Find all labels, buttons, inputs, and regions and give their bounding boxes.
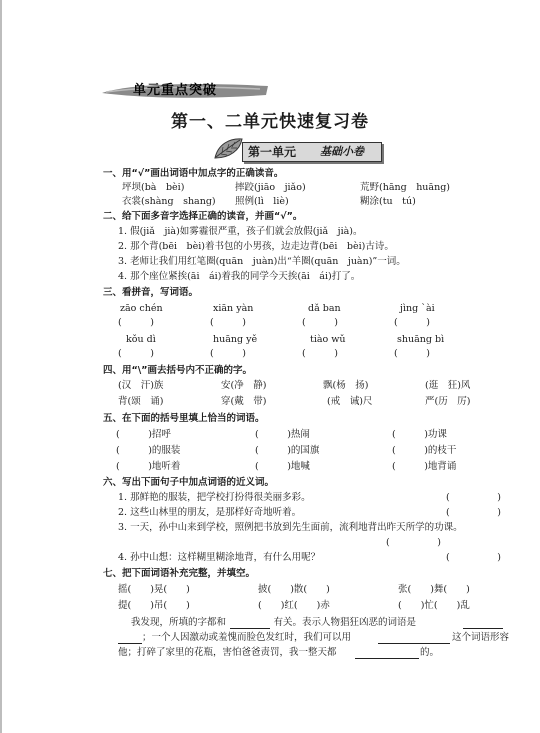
section-4-heading: 四、用“\”画去括号内不正确的字。: [103, 365, 252, 376]
section-2-heading: 二、给下面多音字选择正确的读音，并画“√”。: [103, 211, 303, 222]
answer-paren[interactable]: ( ): [394, 348, 430, 359]
page-title: 第一、二单元快速复习卷: [171, 112, 369, 132]
fill-item[interactable]: ( )地喊: [255, 461, 310, 472]
fill-item[interactable]: ( )的枝干: [392, 445, 457, 456]
s4-item: 穿(戴 带): [221, 396, 267, 407]
paragraph-line-3: 他；打碎了家里的花瓶，害怕爸爸责罚，我一整天都: [118, 647, 337, 658]
section-3-heading: 三、看拼音，写词语。: [103, 287, 199, 298]
idiom-item[interactable]: 提( )吊( ): [118, 600, 190, 611]
section-band-label: 单元重点突破: [133, 83, 218, 98]
s2-item: 2. 那个背(bēi bèi)着书包的小男孩，边走边背(bēi bèi)古诗。: [118, 241, 394, 252]
s1-item: 坪坝(bà bèi): [122, 182, 185, 193]
section-6-heading: 六、写出下面句子中加点词语的近义词。: [103, 477, 275, 488]
pinyin-prompt: dǎ ban: [308, 303, 341, 314]
pinyin-prompt: zāo chén: [120, 303, 163, 314]
idiom-item[interactable]: 摇( )晃( ): [118, 584, 190, 595]
answer-paren[interactable]: ( ): [210, 348, 246, 359]
answer-paren[interactable]: ( ): [386, 537, 441, 548]
pinyin-prompt: jìng ˋài: [400, 303, 435, 314]
s6-sentence: 3. 一天，孙中山来到学校，照例把书放到先生面前，流利地背出昨天所学的功课。: [118, 522, 463, 533]
fill-item[interactable]: ( )的国旗: [255, 445, 320, 456]
s4-item: 背(颂 诵): [118, 396, 164, 407]
s1-item: 糊涂(tu tú): [360, 196, 416, 207]
fill-item[interactable]: ( )热闹: [255, 429, 310, 440]
fill-item[interactable]: ( )功课: [392, 429, 447, 440]
pinyin-prompt: shuāng bì: [397, 334, 445, 345]
answer-paren[interactable]: ( ): [118, 348, 154, 359]
answer-paren[interactable]: ( ): [210, 317, 246, 328]
answer-blank[interactable]: [118, 643, 142, 644]
pinyin-prompt: huāng yě: [213, 334, 258, 345]
s1-item: 衣裳(shàng shang): [122, 196, 216, 207]
idiom-item[interactable]: ( )红( )赤: [258, 600, 330, 611]
s4-item: (逛 狂)风: [425, 380, 471, 391]
paragraph-line-1: 我发现，所填的字都和 有关。表示人物猖狂凶恶的词语是: [131, 617, 417, 628]
section-5-heading: 五、在下面的括号里填上恰当的词语。: [103, 413, 265, 424]
pinyin-prompt: tiào wǔ: [310, 334, 346, 345]
section-1-heading: 一、用“√”画出词语中加点字的正确读音。: [103, 168, 284, 179]
s1-item: 摔跤(jiāo jiǎo): [235, 182, 306, 193]
s1-item: 照例(lì liè): [235, 196, 289, 207]
paragraph-line-2b: 这个词语形容: [452, 632, 510, 643]
pinyin-prompt: kǒu dì: [126, 334, 156, 345]
answer-paren[interactable]: ( ): [394, 317, 430, 328]
paragraph-line-3b: 的。: [420, 647, 440, 658]
answer-paren[interactable]: ( ): [302, 348, 338, 359]
answer-blank[interactable]: [463, 628, 503, 629]
idiom-item[interactable]: ( )忙( )乱: [398, 600, 470, 611]
pinyin-prompt: xiān yàn: [213, 303, 254, 314]
s4-item: 飘(杨 扬): [323, 380, 369, 391]
s4-item: 严(历 厉): [425, 396, 471, 407]
answer-paren[interactable]: ( ): [446, 492, 501, 503]
fill-item[interactable]: ( )的服装: [116, 445, 181, 456]
s6-sentence: 1. 那鲜艳的服装，把学校打扮得很美丽多彩。: [118, 492, 311, 503]
fill-item[interactable]: ( )招呼: [116, 429, 171, 440]
s6-sentence: 2. 这些山林里的朋友，是那样好奇地听着。: [118, 507, 302, 518]
s4-item: 安(净 静): [221, 380, 267, 391]
paragraph-line-2: ；一个人因激动或羞愧而脸色发红时，我们可以用: [142, 632, 352, 643]
idiom-item[interactable]: 张( )舞( ): [398, 584, 470, 595]
idiom-item[interactable]: 披( )散( ): [258, 584, 330, 595]
section-7-heading: 七、把下面词语补充完整，并填空。: [103, 568, 256, 579]
unit-label: 第一单元: [248, 145, 297, 159]
answer-paren[interactable]: ( ): [446, 552, 501, 563]
answer-blank[interactable]: [378, 643, 450, 644]
answer-paren[interactable]: ( ): [118, 317, 154, 328]
s2-item: 4. 那个座位紧挨(āi ái)着我的同学今天挨(āi ái)打了。: [118, 271, 361, 282]
s2-item: 1. 假(jiǎ jià)如雾霾很严重，孩子们就会放假(jiǎ jià)。: [118, 226, 363, 237]
answer-blank[interactable]: [230, 628, 270, 629]
s4-item: (汉 汗)族: [118, 380, 164, 391]
s6-sentence: 4. 孙中山想：这样糊里糊涂地背，有什么用呢？: [118, 552, 321, 563]
leaf-icon: [212, 136, 244, 162]
s4-item: (戒 诫)尺: [327, 396, 373, 407]
s2-item: 3. 老师让我们用红笔圈(quān juàn)出“羊圈(quān juàn)”一词。: [118, 256, 406, 267]
answer-paren[interactable]: ( ): [302, 317, 338, 328]
s1-item: 荒野(hāng huāng): [360, 182, 450, 193]
answer-paren[interactable]: ( ): [446, 507, 501, 518]
unit-subtitle: 基础小卷: [320, 145, 364, 158]
fill-item[interactable]: ( )地听着: [116, 461, 181, 472]
fill-item[interactable]: ( )地背诵: [392, 461, 457, 472]
answer-blank[interactable]: [355, 658, 419, 659]
